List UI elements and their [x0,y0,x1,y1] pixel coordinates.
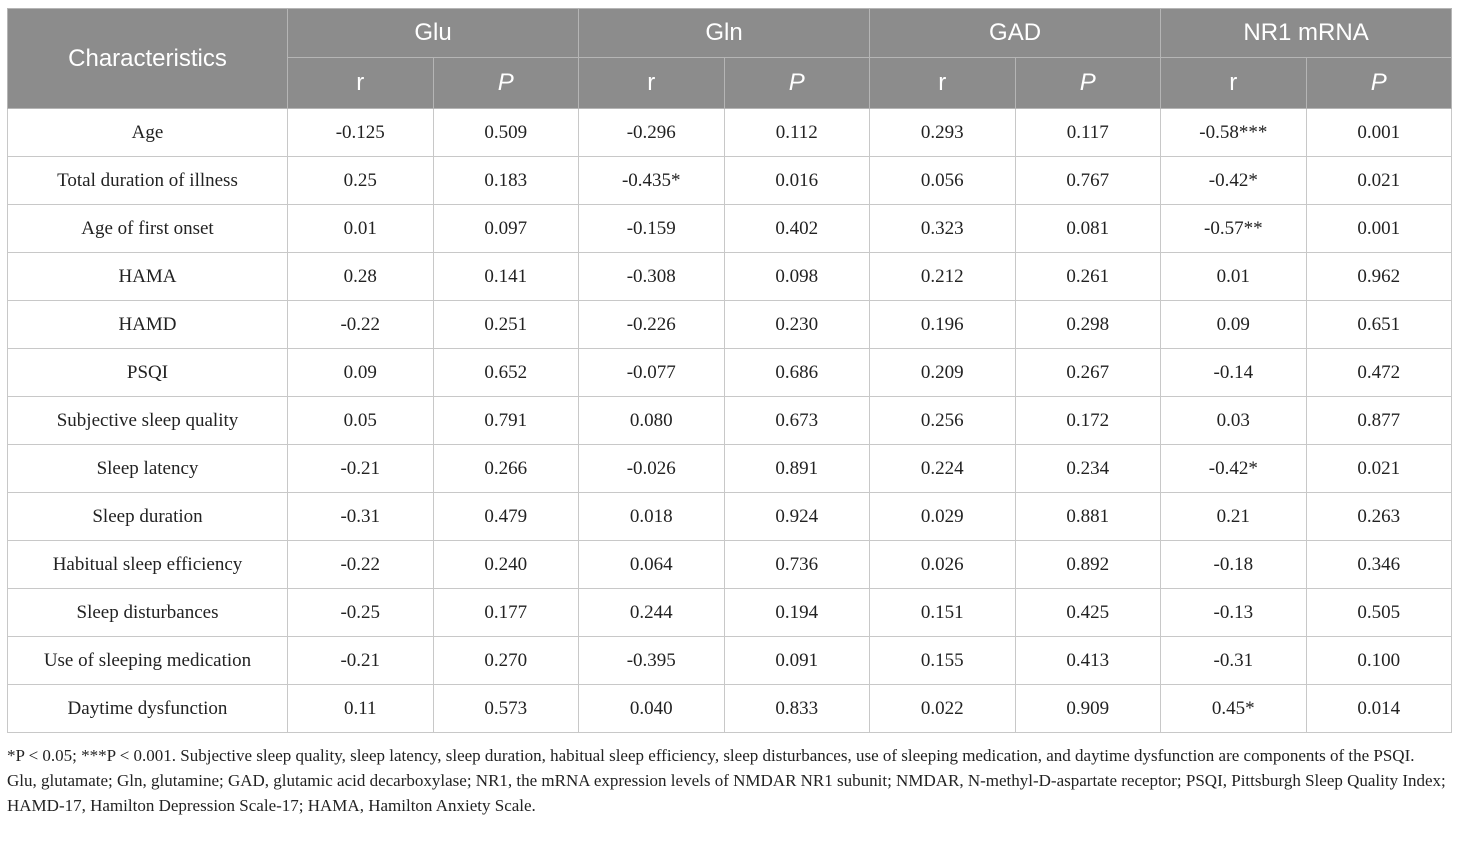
table-cell: 0.141 [433,253,579,301]
table-cell: -0.125 [288,109,434,157]
table-cell: -0.57** [1161,205,1307,253]
table-cell: 0.100 [1306,637,1452,685]
row-label: Subjective sleep quality [8,397,288,445]
table-cell: -0.31 [288,493,434,541]
table-cell: 0.155 [870,637,1016,685]
table-cell: 0.001 [1306,205,1452,253]
table-row [8,541,1452,589]
table-cell: -0.435* [579,157,725,205]
table-cell: 0.234 [1015,445,1161,493]
table-cell: -0.077 [579,349,725,397]
table-cell: 0.21 [1161,493,1307,541]
table-cell: 0.05 [288,397,434,445]
table-cell: 0.151 [870,589,1016,637]
row-label: Age [8,109,288,157]
table-cell: -0.31 [1161,637,1307,685]
table-cell: 0.673 [724,397,870,445]
table-cell: 0.014 [1306,685,1452,733]
table-cell: -0.25 [288,589,434,637]
row-label: Sleep duration [8,493,288,541]
table-cell: 0.298 [1015,301,1161,349]
table-header [8,9,1452,109]
table-cell: -0.296 [579,109,725,157]
header-characteristics: Characteristics [8,9,288,109]
table-cell: -0.159 [579,205,725,253]
table-cell: 0.021 [1306,157,1452,205]
table-cell: 0.892 [1015,541,1161,589]
table-cell: -0.42* [1161,445,1307,493]
header-group-gad: GAD [870,9,1161,58]
correlation-table [7,8,1452,733]
table-cell: 0.09 [1161,301,1307,349]
correlation-table-container [7,8,1451,733]
table-cell: -0.14 [1161,349,1307,397]
table-row [8,157,1452,205]
table-cell: 0.016 [724,157,870,205]
table-cell: 0.177 [433,589,579,637]
table-cell: 0.040 [579,685,725,733]
table-cell: 0.001 [1306,109,1452,157]
table-cell: 0.018 [579,493,725,541]
table-cell: 0.224 [870,445,1016,493]
table-cell: -0.18 [1161,541,1307,589]
table-row [8,445,1452,493]
table-cell: 0.11 [288,685,434,733]
header-nr1-p: P [1306,58,1452,109]
table-cell: 0.098 [724,253,870,301]
table-cell: 0.261 [1015,253,1161,301]
table-cell: 0.877 [1306,397,1452,445]
header-gln-p: P [724,58,870,109]
table-cell: 0.09 [288,349,434,397]
table-cell: 0.03 [1161,397,1307,445]
table-cell: 0.267 [1015,349,1161,397]
header-nr1-r: r [1161,58,1307,109]
table-cell: 0.240 [433,541,579,589]
table-cell: 0.081 [1015,205,1161,253]
table-cell: -0.395 [579,637,725,685]
table-cell: 0.263 [1306,493,1452,541]
header-gad-r: r [870,58,1016,109]
table-cell: 0.45* [1161,685,1307,733]
table-cell: 0.230 [724,301,870,349]
table-cell: 0.212 [870,253,1016,301]
table-row [8,493,1452,541]
header-group-gln: Gln [579,9,870,58]
header-group-nr1-mrna: NR1 mRNA [1161,9,1452,58]
table-cell: 0.196 [870,301,1016,349]
row-label: Sleep latency [8,445,288,493]
table-cell: 0.891 [724,445,870,493]
table-cell: -0.58*** [1161,109,1307,157]
table-body [8,109,1452,733]
row-label: Use of sleeping medication [8,637,288,685]
table-cell: 0.01 [1161,253,1307,301]
table-row [8,205,1452,253]
table-cell: 0.505 [1306,589,1452,637]
row-label: Habitual sleep efficiency [8,541,288,589]
table-row [8,589,1452,637]
table-cell: 0.270 [433,637,579,685]
table-cell: 0.064 [579,541,725,589]
table-cell: -0.22 [288,301,434,349]
table-row [8,109,1452,157]
table-cell: 0.962 [1306,253,1452,301]
table-cell: 0.402 [724,205,870,253]
table-cell: -0.308 [579,253,725,301]
table-row [8,301,1452,349]
table-cell: 0.736 [724,541,870,589]
table-row [8,637,1452,685]
table-cell: 0.209 [870,349,1016,397]
table-cell: 0.091 [724,637,870,685]
table-row [8,349,1452,397]
table-cell: -0.13 [1161,589,1307,637]
table-cell: 0.097 [433,205,579,253]
table-row [8,685,1452,733]
table-cell: 0.346 [1306,541,1452,589]
header-glu-r: r [288,58,434,109]
table-cell: 0.791 [433,397,579,445]
header-glu-p: P [433,58,579,109]
table-cell: 0.509 [433,109,579,157]
row-label: Sleep disturbances [8,589,288,637]
table-cell: 0.183 [433,157,579,205]
table-cell: 0.413 [1015,637,1161,685]
table-cell: 0.117 [1015,109,1161,157]
table-cell: -0.21 [288,637,434,685]
table-cell: 0.021 [1306,445,1452,493]
row-label: HAMD [8,301,288,349]
table-cell: 0.25 [288,157,434,205]
table-cell: 0.472 [1306,349,1452,397]
row-label: Total duration of illness [8,157,288,205]
table-cell: 0.080 [579,397,725,445]
table-footnotes [7,743,1457,818]
table-cell: 0.924 [724,493,870,541]
table-cell: 0.172 [1015,397,1161,445]
table-cell: -0.226 [579,301,725,349]
table-cell: 0.056 [870,157,1016,205]
table-cell: 0.573 [433,685,579,733]
table-cell: 0.251 [433,301,579,349]
table-cell: 0.194 [724,589,870,637]
table-cell: -0.21 [288,445,434,493]
table-cell: 0.029 [870,493,1016,541]
table-cell: 0.022 [870,685,1016,733]
table-cell: 0.026 [870,541,1016,589]
table-cell: 0.323 [870,205,1016,253]
footnote-significance: *P < 0.05; ***P < 0.001. Subjective sleep quality, sleep latency, sleep duration, habitual sleep efficiency, sleep disturbances, use of sleeping medication, and daytime dysfunction are components of the PSQI. [7,746,1415,765]
row-label: HAMA [8,253,288,301]
header-gad-p: P [1015,58,1161,109]
table-cell: 0.767 [1015,157,1161,205]
table-cell: 0.686 [724,349,870,397]
table-cell: -0.42* [1161,157,1307,205]
table-cell: 0.293 [870,109,1016,157]
header-gln-r: r [579,58,725,109]
header-group-glu: Glu [288,9,579,58]
table-cell: 0.425 [1015,589,1161,637]
table-cell: 0.652 [433,349,579,397]
table-row [8,397,1452,445]
table-cell: 0.01 [288,205,434,253]
table-cell: -0.22 [288,541,434,589]
table-cell: 0.28 [288,253,434,301]
table-cell: -0.026 [579,445,725,493]
table-row [8,253,1452,301]
table-cell: 0.833 [724,685,870,733]
table-cell: 0.651 [1306,301,1452,349]
header-row-groups [8,9,1452,58]
row-label: Daytime dysfunction [8,685,288,733]
table-cell: 0.881 [1015,493,1161,541]
table-cell: 0.112 [724,109,870,157]
footnote-abbreviations: Glu, glutamate; Gln, glutamine; GAD, glutamic acid decarboxylase; NR1, the mRNA expression levels of NMDAR NR1 subunit; NMDAR, N-methyl-D-aspartate receptor; PSQI, Pittsburgh Sleep Quality Index; HAMD-17, Hamilton Depression Scale-17; HAMA, Hamilton Anxiety Scale. [7,771,1446,815]
table-cell: 0.479 [433,493,579,541]
table-cell: 0.256 [870,397,1016,445]
table-cell: 0.244 [579,589,725,637]
row-label: Age of first onset [8,205,288,253]
table-cell: 0.909 [1015,685,1161,733]
row-label: PSQI [8,349,288,397]
table-cell: 0.266 [433,445,579,493]
